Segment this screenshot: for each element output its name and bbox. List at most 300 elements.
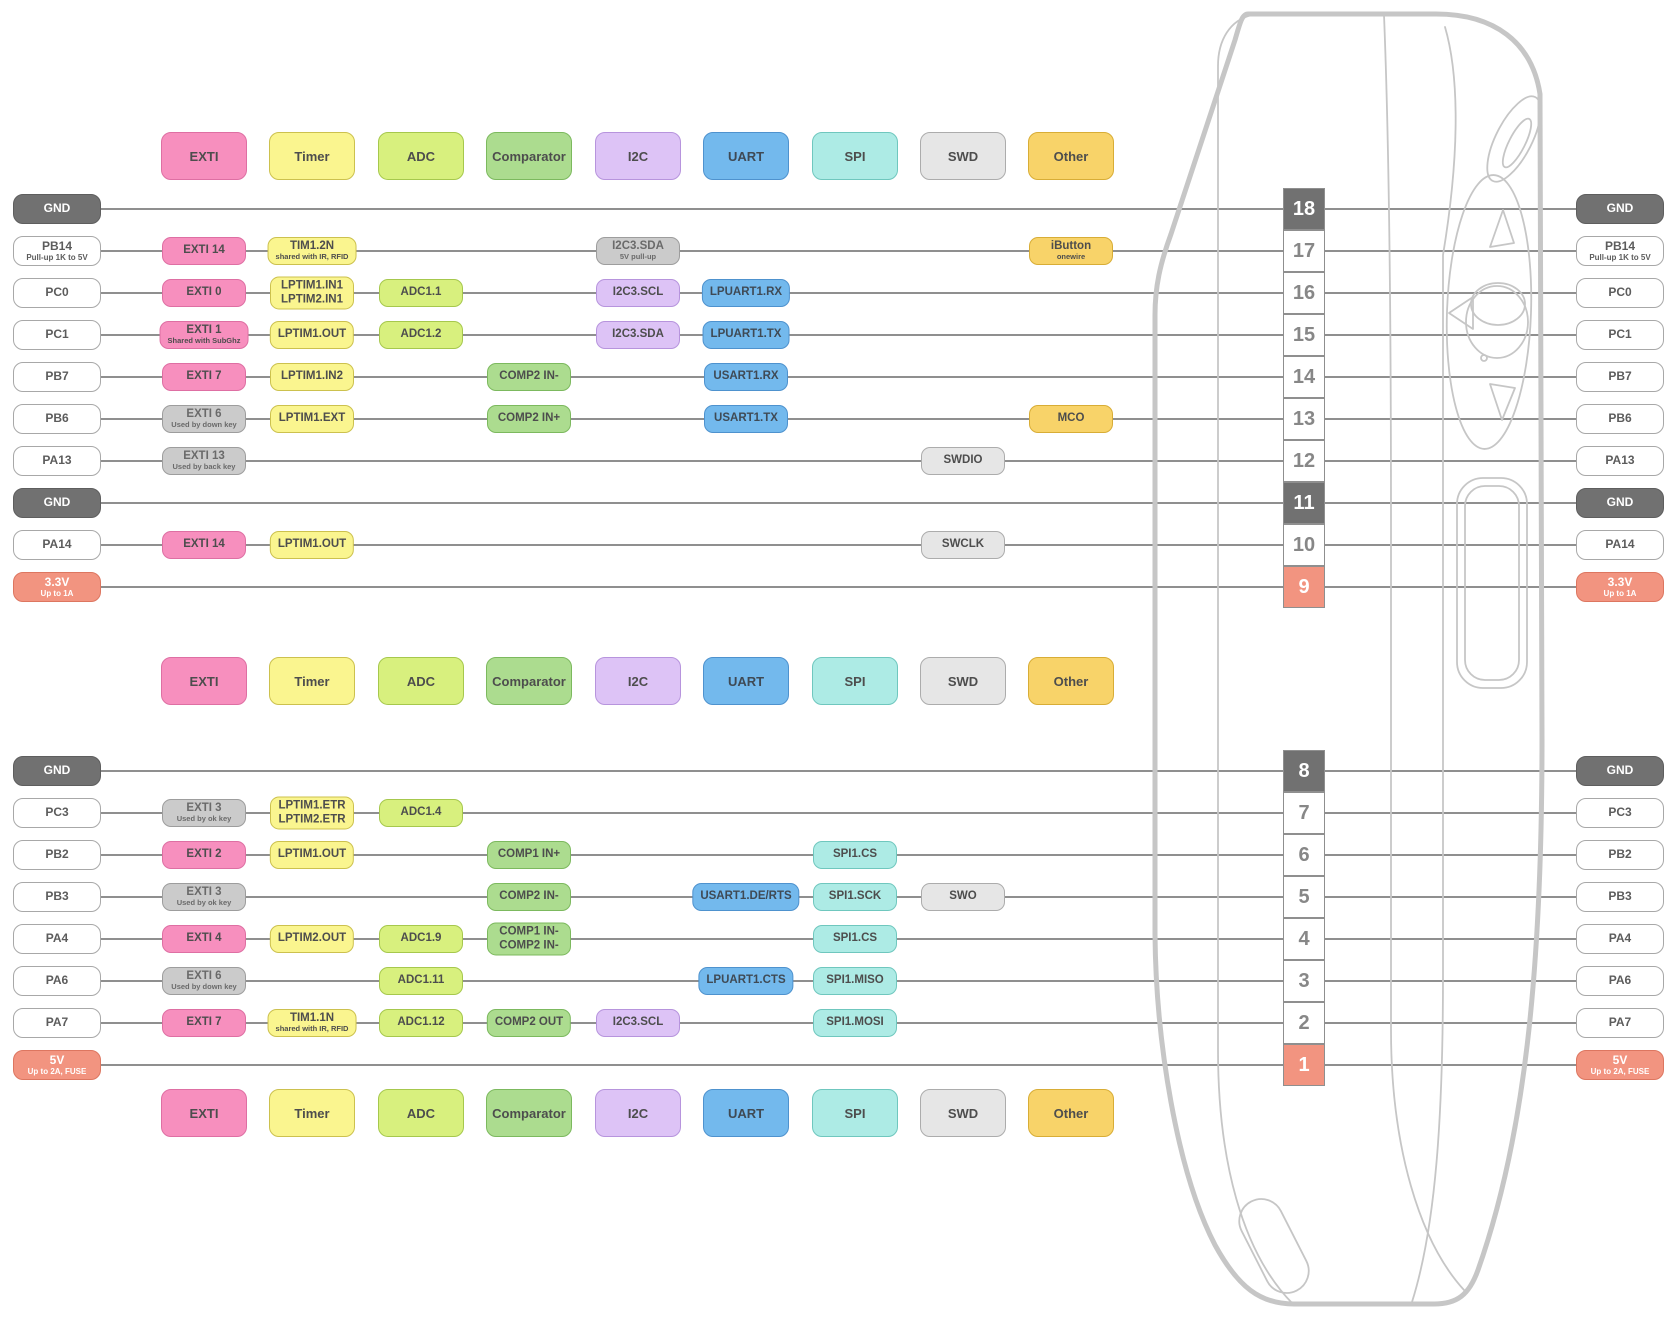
pin-left-pa4-4: [13, 924, 101, 954]
pin-left-pa6-3: [13, 966, 101, 996]
pin-label: PA13: [1605, 453, 1635, 468]
device-screen-slot-inner: [1465, 486, 1519, 680]
function-badge-ibutton: [1029, 237, 1113, 265]
pin-right-pb3-5: [1576, 882, 1664, 912]
pin-label: GND: [43, 201, 71, 216]
function-badge-i2c3-scl: [596, 279, 680, 307]
pin-label: GND: [43, 763, 71, 778]
function-badge-lpuart1-rx: [702, 279, 790, 307]
pin-number-label: 11: [1293, 491, 1315, 514]
badge-label: SPI1.CS: [832, 932, 878, 945]
pin-label: PB6: [45, 411, 69, 426]
function-badge-adc1-11: [379, 967, 463, 995]
legend-exti: [161, 657, 247, 705]
legend-other: [1028, 1089, 1114, 1137]
function-badge-usart1-rx: [704, 363, 788, 391]
pin-left-pa13-12: [13, 446, 101, 476]
pin-label: PA4: [45, 931, 69, 946]
pin-label: PB14: [41, 239, 73, 253]
legend-adc: [378, 1089, 464, 1137]
device-seam-left: [1218, 15, 1292, 1303]
legend-adc: [378, 132, 464, 180]
pin-number-7: [1283, 792, 1325, 834]
legend-timer: [269, 657, 355, 705]
legend-label: SWD: [947, 148, 979, 164]
badge-label: MCO: [1057, 412, 1085, 425]
function-badge-exti-2: [162, 841, 246, 869]
legend-label: Comparator: [492, 148, 566, 164]
pin-number-14: [1283, 356, 1325, 398]
pin-label: PC3: [45, 805, 69, 820]
pin-sublabel: Up to 2A, FUSE: [27, 1066, 87, 1076]
legend-label: Timer: [294, 673, 330, 689]
badge-label: EXTI 7: [186, 370, 222, 383]
device-body-outline: [1155, 14, 1542, 1304]
pin-right-gnd-11: [1576, 488, 1664, 518]
function-badge-lpuart1-tx: [703, 321, 790, 349]
function-badge-lptim1-out: [270, 531, 354, 559]
device-screen-slot-outer: [1457, 478, 1527, 688]
pin-number-9: [1283, 566, 1325, 608]
badge-label: EXTI 13: [183, 450, 225, 463]
badge-label: SWCLK: [941, 538, 985, 551]
pin-label: PB6: [1608, 411, 1632, 426]
badge-label: EXTI 0: [186, 286, 222, 299]
legend-label: SWD: [947, 673, 979, 689]
function-badge-spi1-mosi: [813, 1009, 897, 1037]
pin-left-gnd-11: [13, 488, 101, 518]
pin-number-11: [1283, 482, 1325, 524]
badge-label: EXTI 14: [183, 244, 225, 257]
legend-label: EXTI: [189, 673, 219, 689]
pin-right-pa14-10: [1576, 530, 1664, 560]
legend-label: Timer: [294, 148, 330, 164]
pin-left-5v-1: [13, 1050, 101, 1080]
badge-label: ADC1.12: [397, 1016, 445, 1029]
function-badge-i2c3-scl: [596, 1009, 680, 1037]
pin-label: PA14: [42, 537, 72, 552]
badge-label: LPTIM1.OUT: [277, 848, 347, 861]
pin-left-pa7-2: [13, 1008, 101, 1038]
device-dpad-ring: [1442, 174, 1536, 451]
pin-left-pc3-7: [13, 798, 101, 828]
pin-label: 3.3V: [44, 575, 70, 589]
pin-left-gnd-18: [13, 194, 101, 224]
pin-label: PB2: [1608, 847, 1632, 862]
legend-label: I2C: [627, 673, 649, 689]
pin-number-4: [1283, 918, 1325, 960]
badge-label: COMP1 IN-: [499, 925, 559, 938]
function-badge-swdio: [921, 447, 1005, 475]
legend-uart: [703, 657, 789, 705]
badge-label: SPI1.SCK: [828, 890, 882, 903]
pin-number-5: [1283, 876, 1325, 918]
legend-spi: [812, 1089, 898, 1137]
badge-label-line2: LPTIM2.ETR: [278, 813, 346, 825]
pin-number-label: 18: [1292, 197, 1316, 220]
pin-label: GND: [1606, 495, 1634, 510]
pin-label: PC1: [1608, 327, 1632, 342]
pin-number-label: 1: [1298, 1053, 1310, 1076]
pin-number-3: [1283, 960, 1325, 1002]
function-badge-lptim1-in1: [270, 276, 354, 309]
pin-number-12: [1283, 440, 1325, 482]
pin-label: PA6: [1608, 973, 1632, 988]
pin-right-pb6-13: [1576, 404, 1664, 434]
legend-timer: [269, 1089, 355, 1137]
device-seam-right: [1412, 27, 1456, 1302]
function-badge-exti-3: [162, 799, 246, 827]
device-dpad-center-button: [1466, 286, 1528, 358]
legend-exti: [161, 1089, 247, 1137]
function-badge-tim1-2n: [268, 237, 357, 265]
legend-uart: [703, 1089, 789, 1137]
legend-spi: [812, 132, 898, 180]
pin-left-3-3v-9: [13, 572, 101, 602]
badge-label: EXTI 4: [186, 932, 222, 945]
device-dpad-left-arrow: [1449, 297, 1473, 329]
pin-label: PB14: [1604, 239, 1636, 253]
pin-left-pb2-6: [13, 840, 101, 870]
pin-left-pa14-10: [13, 530, 101, 560]
badge-sublabel: Used by back key: [172, 461, 236, 471]
pin-sublabel: Pull-up 1K to 5V: [1589, 252, 1651, 262]
badge-sublabel: Used by down key: [171, 419, 237, 429]
pin-number-label: 9: [1298, 575, 1310, 598]
legend-label: Other: [1053, 1105, 1089, 1121]
legend-swd: [920, 132, 1006, 180]
legend-adc: [378, 657, 464, 705]
badge-label: EXTI 7: [186, 1016, 222, 1029]
legend-swd: [920, 657, 1006, 705]
badge-label-line2: LPTIM2.IN1: [281, 293, 343, 305]
pin-number-label: 5: [1298, 885, 1310, 908]
badge-label: COMP1 IN+: [497, 848, 561, 861]
function-badge-adc1-4: [379, 799, 463, 827]
legend-exti: [161, 132, 247, 180]
pin-number-label: 15: [1292, 323, 1316, 346]
badge-label: LPTIM1.IN2: [281, 370, 343, 383]
legend-label: Timer: [294, 1105, 330, 1121]
badge-label: LPUART1.CTS: [706, 974, 786, 987]
legend-i2c: [595, 1089, 681, 1137]
badge-label: ADC1.11: [397, 974, 445, 987]
pin-number-6: [1283, 834, 1325, 876]
legend-label: I2C: [627, 1105, 649, 1121]
badge-label: ADC1.2: [400, 328, 442, 341]
legend-comparator: [486, 132, 572, 180]
function-badge-exti-0: [162, 279, 246, 307]
device-dpad-dot: [1481, 355, 1487, 361]
legend-label: UART: [727, 673, 765, 689]
function-badge-adc1-1: [379, 279, 463, 307]
function-badge-spi1-cs: [813, 925, 897, 953]
function-badge-spi1-cs: [813, 841, 897, 869]
badge-label: I2C3.SDA: [612, 328, 664, 341]
legend-label: ADC: [406, 148, 436, 164]
pin-left-pb6-13: [13, 404, 101, 434]
device-seam-mid: [1384, 15, 1464, 1290]
pin-right-pa6-3: [1576, 966, 1664, 996]
function-badge-comp2-in: [487, 405, 571, 433]
function-badge-exti-7: [162, 363, 246, 391]
badge-label: USART1.RX: [713, 370, 779, 383]
pin-sublabel: Up to 1A: [40, 588, 74, 598]
legend-comparator: [486, 1089, 572, 1137]
badge-label: EXTI 6: [186, 970, 222, 983]
pin-number-label: 3: [1298, 969, 1310, 992]
legend-label: SPI: [844, 1105, 866, 1121]
legend-label: SPI: [844, 673, 866, 689]
pin-right-pb7-14: [1576, 362, 1664, 392]
function-badge-adc1-2: [379, 321, 463, 349]
legend-other: [1028, 132, 1114, 180]
pin-label: PA13: [42, 453, 72, 468]
pin-number-label: 6: [1298, 843, 1310, 866]
badge-sublabel: Shared with SubGhz: [167, 335, 241, 345]
function-badge-exti-1: [160, 321, 249, 349]
pin-label: 5V: [1612, 1053, 1628, 1067]
function-badge-adc1-9: [379, 925, 463, 953]
badge-label: LPTIM2.OUT: [277, 932, 347, 945]
legend-label: Comparator: [492, 673, 566, 689]
legend-label: Comparator: [492, 1105, 566, 1121]
legend-i2c: [595, 132, 681, 180]
badge-label: ADC1.9: [400, 932, 442, 945]
function-badge-lptim1-out: [270, 321, 354, 349]
badge-label: TIM1.1N: [289, 1012, 335, 1025]
function-badge-exti-4: [162, 925, 246, 953]
pin-number-label: 17: [1292, 239, 1316, 262]
function-badge-lptim1-in2: [270, 363, 354, 391]
pin-label: PC0: [45, 285, 69, 300]
badge-label: COMP2 IN+: [497, 412, 561, 425]
pin-right-pc0-16: [1576, 278, 1664, 308]
pin-number-label: 13: [1292, 407, 1316, 430]
badge-label: I2C3.SCL: [612, 1016, 664, 1029]
pin-left-pc0-16: [13, 278, 101, 308]
pin-label: 3.3V: [1607, 575, 1633, 589]
pin-number-15: [1283, 314, 1325, 356]
function-badge-comp2-in: [487, 883, 571, 911]
function-badge-exti-14: [162, 531, 246, 559]
device-dpad-center-cap: [1471, 283, 1525, 325]
device-dpad-down-arrow: [1490, 384, 1515, 420]
pin-left-pb3-5: [13, 882, 101, 912]
badge-label: LPTIM1.EXT: [278, 412, 346, 425]
pin-label: PA6: [45, 973, 69, 988]
pin-label: PB3: [1608, 889, 1632, 904]
function-badge-usart1-de-rts: [692, 883, 799, 911]
pin-label: PA7: [45, 1015, 69, 1030]
function-badge-adc1-12: [379, 1009, 463, 1037]
badge-label: SPI1.MISO: [826, 974, 884, 987]
pin-right-gnd-8: [1576, 756, 1664, 786]
pin-label: PC3: [1608, 805, 1632, 820]
function-badge-exti-3: [162, 883, 246, 911]
function-badge-tim1-1n: [268, 1009, 357, 1037]
pin-number-label: 2: [1298, 1011, 1310, 1034]
legend-other: [1028, 657, 1114, 705]
pin-number-label: 12: [1292, 449, 1316, 472]
pin-number-8: [1283, 750, 1325, 792]
function-badge-swo: [921, 883, 1005, 911]
pin-right-5v-1: [1576, 1050, 1664, 1080]
pin-label: PA7: [1608, 1015, 1632, 1030]
function-badge-i2c3-sda: [596, 237, 680, 265]
pin-label: PB7: [1608, 369, 1632, 384]
pin-number-label: 7: [1298, 801, 1310, 824]
legend-label: UART: [727, 148, 765, 164]
pin-right-pa4-4: [1576, 924, 1664, 954]
badge-label: LPTIM1.ETR: [278, 799, 346, 812]
function-badge-comp2-in: [487, 363, 571, 391]
pin-left-pc1-15: [13, 320, 101, 350]
function-badge-exti-14: [162, 237, 246, 265]
badge-label: SPI1.MOSI: [826, 1016, 884, 1029]
function-badge-lptim1-etr: [270, 796, 354, 829]
function-badge-exti-7: [162, 1009, 246, 1037]
pin-right-pb2-6: [1576, 840, 1664, 870]
legend-swd: [920, 1089, 1006, 1137]
badge-sublabel: shared with IR, RFID: [275, 1023, 349, 1033]
function-badge-lptim2-out: [270, 925, 354, 953]
pin-number-18: [1283, 188, 1325, 230]
pin-label: GND: [43, 495, 71, 510]
badge-label: COMP2 IN-: [499, 370, 559, 383]
badge-label: TIM1.2N: [289, 240, 335, 253]
badge-label-line2: COMP2 IN-: [499, 939, 559, 951]
pin-number-13: [1283, 398, 1325, 440]
pin-number-label: 10: [1292, 533, 1316, 556]
legend-label: Other: [1053, 148, 1089, 164]
function-badge-swclk: [921, 531, 1005, 559]
pin-label: GND: [1606, 763, 1634, 778]
badge-label: LPUART1.TX: [710, 328, 782, 341]
legend-label: I2C: [627, 148, 649, 164]
pin-label: PB7: [45, 369, 69, 384]
pin-right-pb14-17: [1576, 236, 1664, 266]
badge-sublabel: shared with IR, RFID: [275, 251, 349, 261]
pin-number-17: [1283, 230, 1325, 272]
function-badge-lpuart1-cts: [698, 967, 793, 995]
legend-label: SWD: [947, 1105, 979, 1121]
pin-number-2: [1283, 1002, 1325, 1044]
pin-right-pa7-2: [1576, 1008, 1664, 1038]
badge-label: EXTI 3: [186, 886, 222, 899]
device-dpad-up-arrow: [1490, 210, 1514, 247]
pin-label: PB2: [45, 847, 69, 862]
badge-sublabel: Used by ok key: [176, 897, 232, 907]
badge-label: SWDIO: [943, 454, 983, 467]
badge-sublabel: Used by down key: [171, 981, 237, 991]
badge-label: EXTI 2: [186, 848, 222, 861]
badge-label: ADC1.1: [400, 286, 442, 299]
badge-label: LPTIM1.OUT: [277, 328, 347, 341]
function-badge-exti-6: [162, 405, 246, 433]
pin-label: GND: [1606, 201, 1634, 216]
function-badge-spi1-miso: [813, 967, 897, 995]
pin-label: PC0: [1608, 285, 1632, 300]
badge-label: SPI1.CS: [832, 848, 878, 861]
badge-sublabel: 5V pull-up: [619, 251, 657, 261]
pin-left-pb14-17: [13, 236, 101, 266]
badge-label: USART1.TX: [714, 412, 778, 425]
function-badge-i2c3-sda: [596, 321, 680, 349]
function-badge-usart1-tx: [704, 405, 788, 433]
badge-label: iButton: [1050, 240, 1092, 253]
pin-left-pb7-14: [13, 362, 101, 392]
pin-label: PC1: [45, 327, 69, 342]
badge-label: I2C3.SDA: [612, 240, 664, 253]
pin-label: PB3: [45, 889, 69, 904]
badge-label: LPUART1.RX: [709, 286, 783, 299]
pin-number-16: [1283, 272, 1325, 314]
function-badge-mco: [1029, 405, 1113, 433]
function-badge-lptim1-ext: [270, 405, 354, 433]
legend-label: SPI: [844, 148, 866, 164]
legend-label: UART: [727, 1105, 765, 1121]
pin-sublabel: Up to 2A, FUSE: [1590, 1066, 1650, 1076]
badge-label: SWO: [949, 890, 977, 903]
badge-label: ADC1.4: [400, 806, 442, 819]
badge-label: COMP2 IN-: [499, 890, 559, 903]
pin-right-3-3v-9: [1576, 572, 1664, 602]
pin-number-label: 16: [1292, 281, 1316, 304]
badge-label: EXTI 1: [186, 324, 222, 337]
legend-label: ADC: [406, 673, 436, 689]
badge-sublabel: Used by ok key: [176, 813, 232, 823]
badge-label: USART1.DE/RTS: [700, 890, 792, 903]
pin-number-label: 14: [1292, 365, 1316, 388]
device-knob-inner: [1498, 115, 1537, 170]
badge-label: EXTI 6: [186, 408, 222, 421]
pin-right-pc1-15: [1576, 320, 1664, 350]
function-badge-comp1-in: [487, 841, 571, 869]
badge-label: I2C3.SCL: [612, 286, 664, 299]
pin-number-label: 8: [1298, 759, 1310, 782]
badge-label: EXTI 14: [183, 538, 225, 551]
badge-label: COMP2 OUT: [494, 1016, 564, 1029]
function-badge-exti-6: [162, 967, 246, 995]
legend-label: EXTI: [189, 1105, 219, 1121]
legend-comparator: [486, 657, 572, 705]
badge-label: LPTIM1.OUT: [277, 538, 347, 551]
pin-number-10: [1283, 524, 1325, 566]
badge-label: EXTI 3: [186, 802, 222, 815]
legend-spi: [812, 657, 898, 705]
pin-label: 5V: [49, 1053, 65, 1067]
function-badge-lptim1-out: [270, 841, 354, 869]
legend-i2c: [595, 657, 681, 705]
pin-right-pa13-12: [1576, 446, 1664, 476]
pin-sublabel: Pull-up 1K to 5V: [26, 252, 88, 262]
function-badge-spi1-sck: [813, 883, 897, 911]
legend-label: ADC: [406, 1105, 436, 1121]
pin-right-gnd-18: [1576, 194, 1664, 224]
legend-uart: [703, 132, 789, 180]
function-badge-exti-13: [162, 447, 246, 475]
pin-right-pc3-7: [1576, 798, 1664, 828]
legend-label: EXTI: [189, 148, 219, 164]
function-badge-comp2-out: [487, 1009, 571, 1037]
pin-left-gnd-8: [13, 756, 101, 786]
badge-label: LPTIM1.IN1: [281, 279, 343, 292]
legend-label: Other: [1053, 673, 1089, 689]
pin-number-1: [1283, 1044, 1325, 1086]
badge-sublabel: onewire: [1056, 251, 1086, 261]
pin-label: PA4: [1608, 931, 1632, 946]
